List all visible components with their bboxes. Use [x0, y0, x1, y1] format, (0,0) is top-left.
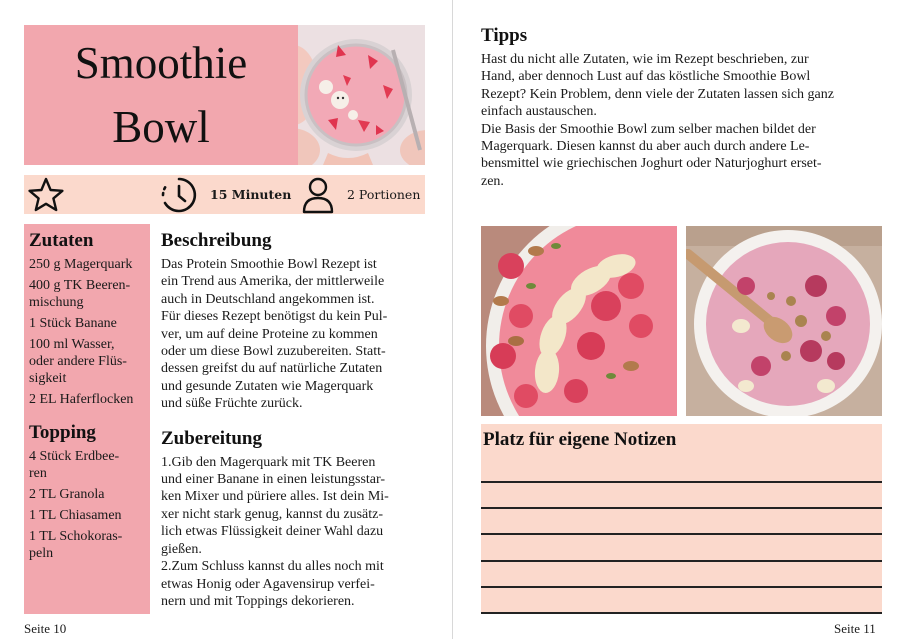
ingredients-heading: Zutaten — [29, 230, 94, 251]
ingredient-item: 400 g TK Beeren- mischung — [29, 278, 131, 310]
topping-item: 4 Stück Erdbee- ren — [29, 449, 120, 481]
note-line[interactable] — [481, 533, 882, 535]
smoothie-bowl-hero-photo — [298, 25, 425, 165]
note-line[interactable] — [481, 586, 882, 588]
ingredients-column — [24, 224, 150, 614]
note-line[interactable] — [481, 612, 882, 614]
info-bar — [24, 175, 425, 214]
ingredient-item: 2 EL Haferflocken — [29, 392, 134, 407]
note-line[interactable] — [481, 560, 882, 562]
notes-heading: Platz für eigene Notizen — [483, 429, 677, 450]
page-divider — [452, 0, 453, 639]
portions: 2 Portionen — [347, 187, 421, 202]
clock-icon — [160, 176, 198, 214]
description-text: Das Protein Smoothie Bowl Rezept ist ein Trend aus Amerika, der mittlerweile auch in Deutschland angekommen ist. Für dieses Rezept benötigst du kein Pul- ver, um auf deine Proteine zu kommen oder um diese Bowl zuzubereiten. Statt- dessen greifst du auf natürliche Zutaten und gesunde Zutaten wie Magerquark und süße Früchte zurück. — [161, 257, 388, 412]
notes-box — [481, 424, 882, 614]
smoothie-bowl-photo-2 — [686, 226, 882, 416]
recipe-title-line-2: Bowl — [112, 102, 210, 152]
description-heading: Beschreibung — [161, 230, 272, 251]
tips-section — [481, 25, 886, 190]
smoothie-bowl-photo-1 — [481, 226, 677, 416]
person-icon — [300, 176, 336, 214]
page-number-right: Seite 11 — [834, 621, 876, 636]
tips-heading: Tipps — [481, 25, 528, 46]
preparation-heading: Zubereitung — [161, 427, 263, 449]
ingredient-item: 1 Stück Banane — [29, 316, 117, 331]
note-line[interactable] — [481, 507, 882, 509]
tips-text: Hast du nicht alle Zutaten, wie im Rezept beschrieben, zur Hand, aber dennoch Lust auf das köstliche Smoothie Bowl Rezept? Kein Problem, denn viele der Zutaten lassen sich ganz einfach austauschen. Die Basis der Smoothie Bowl zum selber machen bildet der Magerquark. Diesen kannst du aber auch durch andere Le- bensmittel wie griechischen Joghurt oder Naturjoghurt erset- zen. — [481, 52, 834, 189]
topping-item: 2 TL Granola — [29, 487, 105, 502]
star-icon — [28, 177, 64, 213]
page-number-left: Seite 10 — [24, 621, 67, 636]
ingredient-item: 100 ml Wasser, oder andere Flüs- sigkeit — [29, 337, 127, 386]
preparation-text: 1.Gib den Magerquark mit TK Beeren und einer Banane in einen leistungsstar- ken Mixer und püriere alles. Ist dein Mi- xer nicht stark genug, kannst du zusätz- lich etwas Flüssigkeit deiner Wahl dazu gießen. 2.Zum Schluss kannst du alles noch mit etwas Honig oder Agavensirup verfei- nern und mit Toppings dekorieren. — [161, 454, 389, 609]
text-column — [161, 229, 423, 610]
recipe-title-line-1: Smoothie — [74, 38, 248, 88]
ingredient-item: 250 g Magerquark — [29, 257, 133, 272]
topping-heading: Topping — [29, 422, 96, 443]
prep-time: 15 Minuten — [210, 187, 292, 202]
recipe-title-box — [24, 25, 298, 165]
topping-item: 1 TL Chiasamen — [29, 508, 122, 523]
topping-item: 1 TL Schokoras- peln — [29, 529, 123, 561]
note-line[interactable] — [481, 481, 882, 483]
